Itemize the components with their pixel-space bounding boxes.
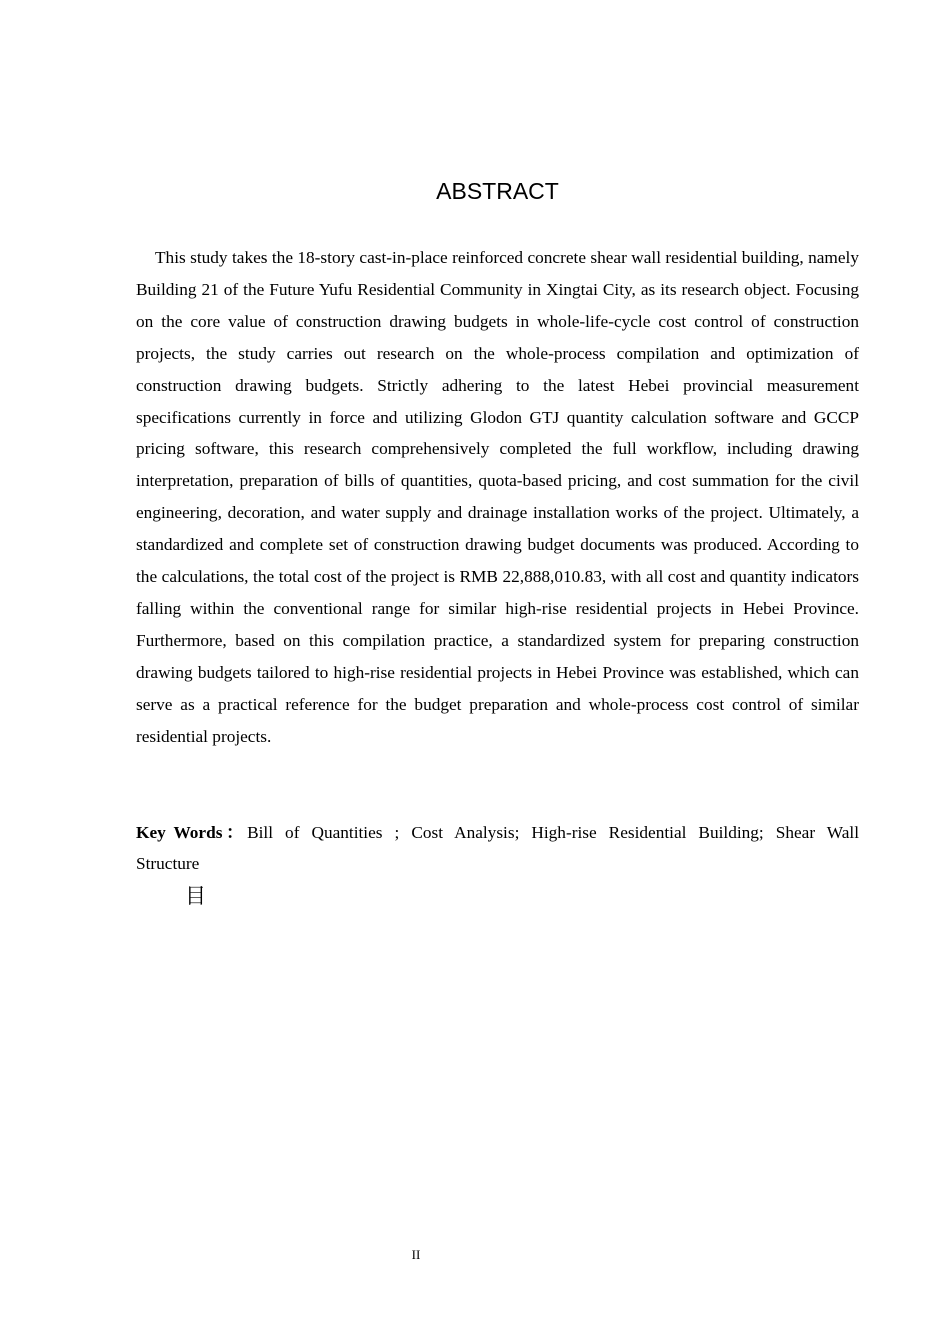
- toc-heading-glyph: 目: [185, 884, 206, 908]
- page-number: II: [411, 1247, 421, 1262]
- keywords-text: Bill of Quantities ; Cost Analysis; High-rise Residential Building; Shear Wall Structure: [136, 823, 859, 873]
- keywords-line: [136, 817, 859, 879]
- abstract-title: ABSTRACT: [436, 178, 559, 204]
- keywords-label: Key Words：: [136, 823, 248, 842]
- abstract-paragraph: This study takes the 18-story cast-in-place reinforced concrete shear wall residential building, namely Building 21 of the Future Yufu Residential Community in Xingtai City, as its research object. Focusing on the core value of construction drawing budgets in whole-life-cycle cost control of construction projects, the study carries out research on the whole-process compilation and optimization of construction drawing budgets. Strictly adhering to the latest Hebei provincial measurement specifications currently in force and utilizing Glodon GTJ quantity calculation software and GCCP pricing software, this research comprehensively completed the full workflow, including drawing interpretation, preparation of bills of quantities, quota-based pricing, and cost summation for the civil engineering, decoration, and water supply and drainage installation works of the project. Ultimately, a standardized and complete set of construction drawing budget documents was produced. According to the calculations, the total cost of the project is RMB 22,888,010.83, with all cost and quantity indicators falling within the conventional range for similar high-rise residential projects in Hebei Province. Furthermore, based on this compilation practice, a standardized system for preparing construction drawing budgets tailored to high-rise residential projects in Hebei Province was established, which can serve as a practical reference for the budget preparation and whole-process cost control of similar residential projects.: [136, 248, 859, 746]
